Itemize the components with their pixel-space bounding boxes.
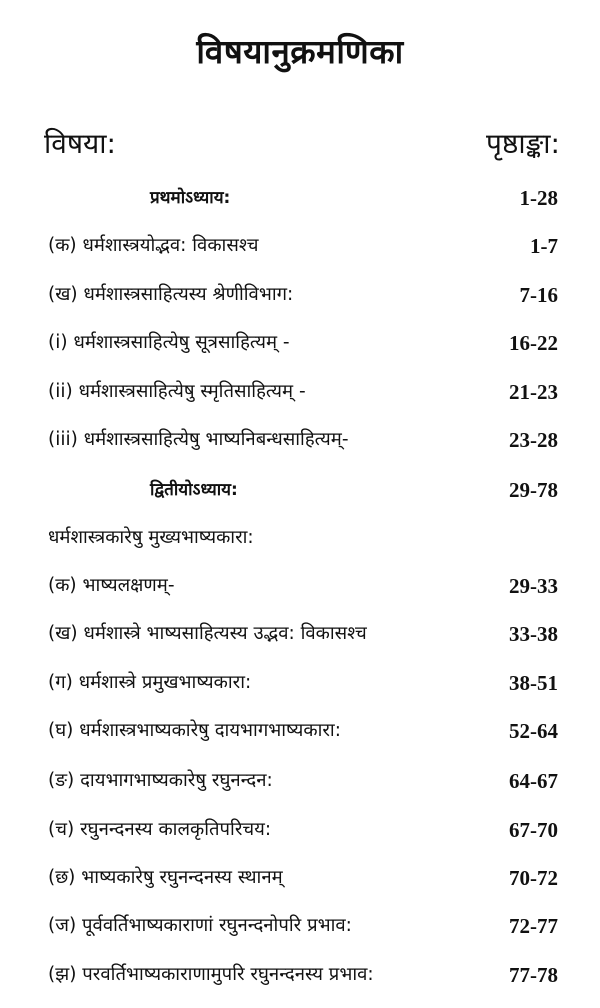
entry-title: (ख) धर्मशास्त्रे भाष्यसाहित्यस्य उद्भव: विकासश्च xyxy=(48,623,367,644)
entry-title: (झ) परवर्तिभाष्यकाराणामुपरि रघुनन्दनस्य प्रभाव: xyxy=(48,964,374,985)
page-range: 7-16 xyxy=(519,283,558,307)
entry-title: (च) रघुनन्दनस्य कालकृतिपरिचय: xyxy=(48,819,272,840)
page-range: 64-67 xyxy=(509,769,558,793)
entry-title: धर्मशास्त्रकारेषु मुख्यभाष्यकारा: xyxy=(48,527,254,548)
chapter-row xyxy=(0,183,600,231)
contents-row xyxy=(0,815,600,863)
contents-row xyxy=(0,328,600,376)
chapter-title: द्वितीयोऽध्याय: xyxy=(150,480,238,500)
entry-title: (छ) भाष्यकारेषु रघुनन्दनस्य स्थानम् xyxy=(48,867,283,888)
contents-row xyxy=(0,911,600,959)
subject-column-heading: विषया: xyxy=(44,127,116,160)
entry-title: (ङ) दायभागभाष्यकारेषु रघुनन्दन: xyxy=(48,770,273,791)
contents-row xyxy=(0,716,600,764)
page-range: 1-7 xyxy=(530,234,558,258)
page-range: 23-28 xyxy=(509,428,558,452)
page-range: 38-51 xyxy=(509,671,558,695)
contents-row xyxy=(0,863,600,911)
page-range: 77-78 xyxy=(509,963,558,987)
page-range: 72-77 xyxy=(509,914,558,938)
page-range: 21-23 xyxy=(509,380,558,404)
page-title: विषयानुक्रमणिका xyxy=(196,32,404,71)
entry-title: (क) भाष्यलक्षणम्- xyxy=(48,575,175,596)
page-range: 67-70 xyxy=(509,818,558,842)
page-range: 70-72 xyxy=(509,866,558,890)
contents-row xyxy=(0,960,600,1008)
chapter-row xyxy=(0,475,600,523)
contents-row xyxy=(0,523,600,571)
entry-title: (ii) धर्मशास्त्रसाहित्येषु स्मृतिसाहित्यम् - xyxy=(48,381,306,402)
contents-row xyxy=(0,231,600,279)
contents-row xyxy=(0,668,600,716)
entry-title: (ख) धर्मशास्त्रसाहित्यस्य श्रेणीविभाग: xyxy=(48,284,294,305)
page-range: 33-38 xyxy=(509,622,558,646)
entry-title: (i) धर्मशास्त्रसाहित्येषु सूत्रसाहित्यम् - xyxy=(48,332,290,353)
contents-row xyxy=(0,377,600,425)
entry-title: (ग) धर्मशास्त्रे प्रमुखभाष्यकारा: xyxy=(48,672,252,693)
contents-row xyxy=(0,571,600,619)
entry-title: (ज) पूर्ववर्तिभाष्यकाराणां रघुनन्दनोपरि प्रभाव: xyxy=(48,915,352,936)
page-range: 1-28 xyxy=(519,186,558,210)
page-range: 52-64 xyxy=(509,719,558,743)
entry-title: (घ) धर्मशास्त्रभाष्यकारेषु दायभागभाष्यकारा: xyxy=(48,720,341,741)
page-range: 29-33 xyxy=(509,574,558,598)
chapter-title: प्रथमोऽध्याय: xyxy=(150,188,231,208)
contents-row xyxy=(0,619,600,667)
contents-row xyxy=(0,766,600,814)
contents-row xyxy=(0,425,600,473)
page-range: 29-78 xyxy=(509,478,558,502)
entry-title: (iii) धर्मशास्त्रसाहित्येषु भाष्यनिबन्धसाहित्यम्- xyxy=(48,429,349,450)
page-range: 16-22 xyxy=(509,331,558,355)
entry-title: (क) धर्मशास्त्रयोद्भव: विकासश्च xyxy=(48,235,259,256)
contents-row xyxy=(0,280,600,328)
page-column-heading: पृष्ठाङ्का: xyxy=(485,127,560,160)
